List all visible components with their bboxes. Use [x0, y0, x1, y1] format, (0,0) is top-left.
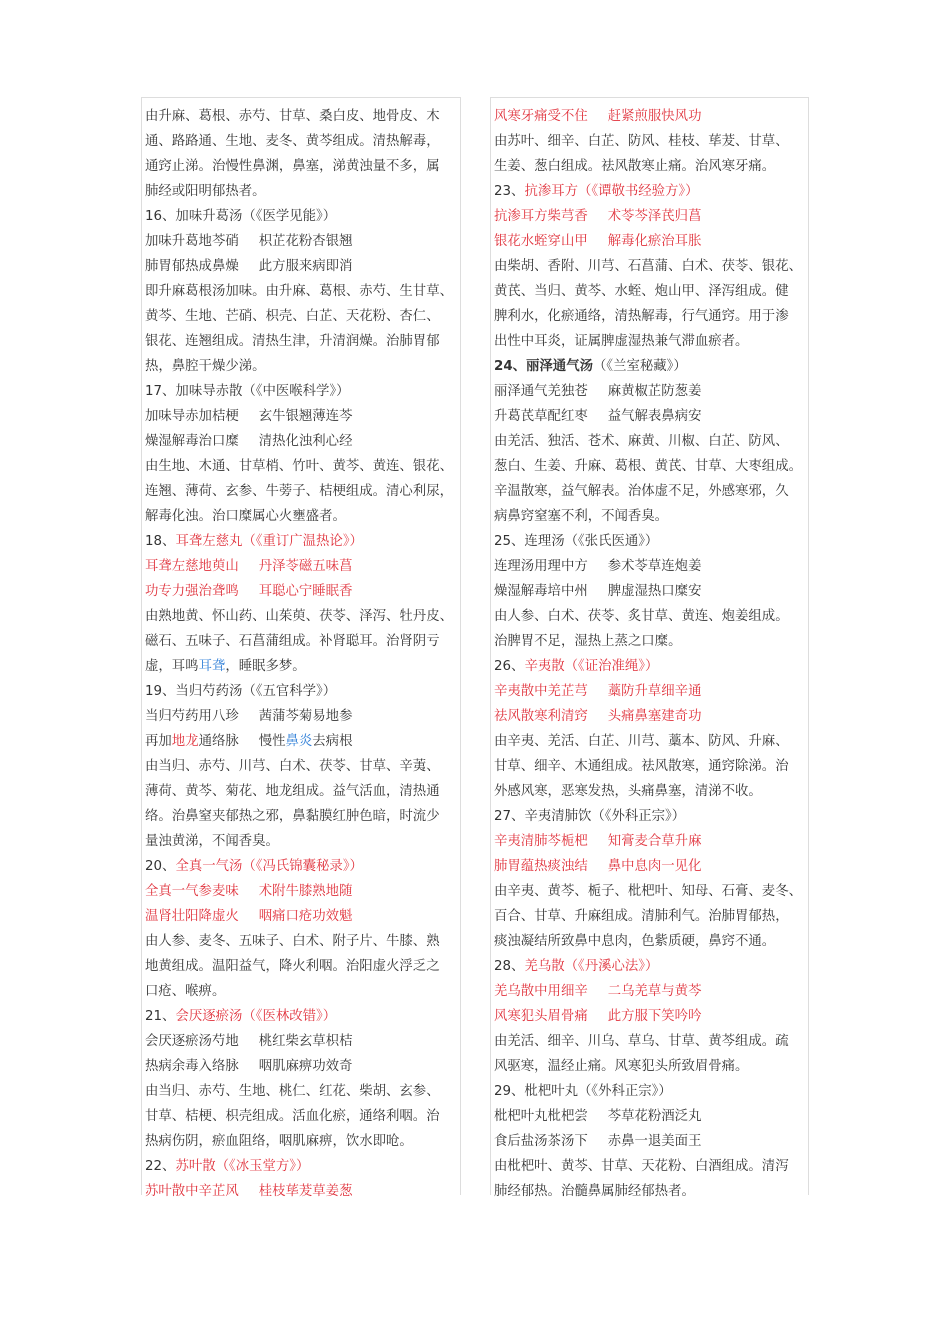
body-text-line: 通窍止涕。治慢性鼻渊，鼻塞，涕黄浊量不多，属 — [145, 159, 440, 174]
verse-second-half: 麻黄椒芷防葱姜 — [607, 384, 702, 399]
verse-first-half: 风寒牙痛受不住 — [494, 109, 588, 124]
formula-name: 苏叶散（《冰玉堂方》） — [175, 1159, 310, 1174]
verse-line — [494, 204, 808, 229]
verse-first-half: 肺胃蕴热痰浊结 — [494, 859, 588, 874]
formula-name: 辛夷散（《证治准绳》） — [524, 659, 659, 674]
verse-line — [494, 979, 808, 1004]
verse-second-half: 枳芷花粉杏银翘 — [258, 234, 353, 249]
text-fragment: 耳聋 — [198, 659, 226, 674]
body-text-line: 甘草、桔梗、枳壳组成。活血化瘀，通络利咽。治 — [145, 1109, 440, 1124]
verse-second-half: 咽痛口疮功效魁 — [258, 909, 353, 924]
verse-line — [494, 1104, 808, 1129]
verse-line — [494, 579, 808, 604]
verse-line — [145, 704, 460, 729]
verse-first-half: 加味升葛地芩硝 — [145, 234, 239, 249]
verse-second-half: 参术苓草连炮姜 — [607, 559, 702, 574]
body-text-line: 由熟地黄、怀山药、山茱萸、茯苓、泽泻、牡丹皮、 — [145, 609, 453, 624]
body-text-line: 百合、甘草、升麻组成。清肺利气。治肺胃郁热， — [494, 909, 789, 924]
verse-line — [494, 104, 808, 129]
formula-number: 21、 — [145, 1009, 176, 1024]
body-text-line: 由当归、赤芍、川芎、白术、茯苓、甘草、辛荑、 — [145, 759, 440, 774]
body-text-line: 出性中耳炎，证属脾虚湿热兼气滞血瘀者。 — [494, 334, 749, 349]
verse-line — [145, 579, 460, 604]
verse-first-half: 燥湿解毒治口糜 — [145, 434, 239, 449]
body-text-line: 生姜、葱白组成。祛风散寒止痛。治风寒牙痛。 — [494, 159, 776, 174]
verse-first-half: 会厌逐瘀汤芍地 — [145, 1034, 239, 1049]
verse-second-half: 此方服下笑吟吟 — [607, 1009, 702, 1024]
body-text-line: 解毒化浊。治口糜属心火壅盛者。 — [145, 509, 346, 524]
verse-second-half: 赤鼻一退美面王 — [607, 1134, 702, 1149]
verse-fragment: 地龙 — [171, 734, 199, 749]
verse-line — [145, 729, 460, 754]
formula-number: 24、 — [494, 359, 527, 374]
verse-first-half: 连理汤用理中方 — [494, 559, 588, 574]
verse-first-half: 燥湿解毒培中州 — [494, 584, 588, 599]
verse-line — [494, 554, 808, 579]
formula-title — [494, 654, 808, 679]
formula-title — [145, 854, 460, 879]
formula-name: 抗渗耳方（《谭敬书经验方》） — [524, 184, 699, 199]
formula-title: 16、加味升葛汤（《医学见能》） — [145, 209, 337, 224]
body-text-line: 黄芩、生地、芒硝、枳壳、白芷、天花粉、杏仁、 — [145, 309, 440, 324]
right-column — [490, 97, 809, 1199]
verse-first-half: 银花水蛭穿山甲 — [494, 234, 588, 249]
body-text-line: 治脾胃不足，湿热上蒸之口糜。 — [494, 634, 682, 649]
verse-line — [145, 254, 460, 279]
verse-second-half: 赶紧煎服快风功 — [607, 109, 702, 124]
body-text-line: 由升麻、葛根、赤芍、甘草、桑白皮、地骨皮、木 — [145, 109, 440, 124]
body-text-line: 通、路路通、生地、麦冬、黄芩组成。清热解毒， — [145, 134, 440, 149]
verse-second-half: 鼻中息肉一见化 — [607, 859, 702, 874]
body-text-line: 由羌活、独活、苍术、麻黄、川椒、白芷、防风、 — [494, 434, 789, 449]
body-text-line: 脾利水，化瘀通络，清热解毒，行气通窍。用于渗 — [494, 309, 789, 324]
left-column-lines — [145, 104, 460, 1204]
verse-line — [145, 554, 460, 579]
body-text-line: 磁石、五味子、石菖蒲组成。补肾聪耳。治肾阴亏 — [145, 634, 440, 649]
verse-second-half: 耳聪心宁睡眠香 — [258, 584, 353, 599]
verse-first-half: 肺胃郁热成鼻燥 — [145, 259, 239, 274]
verse-second-half: 玄牛银翘薄连芩 — [258, 409, 353, 424]
formula-title — [145, 1154, 460, 1179]
formula-name: 耳聋左慈丸（《重订广温热论》） — [175, 534, 363, 549]
formula-title: 25、连理汤（《张氏医通》） — [494, 534, 659, 549]
body-text-line: 病鼻窍窒塞不利，不闻香臭。 — [494, 509, 669, 524]
verse-first-half: 辛夷散中羌芷芎 — [494, 684, 588, 699]
verse-second-half: 头痛鼻塞建奇功 — [607, 709, 702, 724]
formula-title — [494, 954, 808, 979]
verse-fragment: 鼻炎 — [285, 734, 313, 749]
verse-first-half: 加味导赤加桔梗 — [145, 409, 239, 424]
formula-title — [494, 179, 808, 204]
body-text-line: 银花、连翘组成。清热生津，升清润燥。治肺胃郁 — [145, 334, 440, 349]
verse-second-half: 益气解表鼻病安 — [607, 409, 702, 424]
formula-number: 26、 — [494, 659, 525, 674]
body-text-line: 由柴胡、香附、川芎、石菖蒲、白术、茯苓、银花、 — [494, 259, 802, 274]
verse-first-half: 热病余毒入络脉 — [145, 1059, 239, 1074]
formula-title: 27、辛夷清肺饮（《外科正宗》） — [494, 809, 686, 824]
body-text-line: 黄芪、当归、黄芩、水蛭、炮山甲、泽泻组成。健 — [494, 284, 789, 299]
verse-first-half: 当归芍药用八珍 — [145, 709, 239, 724]
formula-title — [494, 354, 808, 379]
verse-line — [145, 1029, 460, 1054]
body-text-line: 口疮、喉痹。 — [145, 984, 226, 999]
verse-line — [494, 679, 808, 704]
verse-second-half: 芩草花粉酒泛丸 — [607, 1109, 702, 1124]
formula-name: 会厌逐瘀汤（《医林改错》） — [175, 1009, 337, 1024]
verse-line — [145, 229, 460, 254]
body-text-line: 地黄组成。温阳益气，降火利咽。治阳虚火浮乏之 — [145, 959, 440, 974]
verse-second-half: 二乌羌草与黄芩 — [607, 984, 702, 999]
right-column-lines — [494, 104, 808, 1204]
verse-second-half: 知膏麦合草升麻 — [607, 834, 702, 849]
body-text-line: 肺经或阳明郁热者。 — [145, 184, 266, 199]
verse-second-half: 清热化浊利心经 — [258, 434, 353, 449]
verse-first-half: 升葛芪草配红枣 — [494, 409, 588, 424]
verse-second-half: 桂枝荜茇草姜葱 — [258, 1184, 353, 1199]
body-text-line: 由辛夷、羌活、白芷、川芎、藁本、防风、升麻、 — [494, 734, 789, 749]
body-text-line: 由羌活、细辛、川乌、草乌、甘草、黄芩组成。疏 — [494, 1034, 789, 1049]
body-text-line: 热，鼻腔干燥少涕。 — [145, 359, 266, 374]
formula-title: 19、当归芍药汤（《五官科学》） — [145, 684, 337, 699]
formula-title — [145, 529, 460, 554]
text-fragment: 虚，耳鸣 — [145, 659, 199, 674]
verse-line — [145, 904, 460, 929]
verse-first-half: 羌乌散中用细辛 — [494, 984, 588, 999]
verse-first-half: 功专力强治聋鸣 — [145, 584, 239, 599]
body-text-line: 辛温散寒，益气解表。治体虚不足，外感寒邪，久 — [494, 484, 789, 499]
verse-first-half: 枇杷叶丸枇杷尝 — [494, 1109, 588, 1124]
verse-first-half: 温肾壮阳降虚火 — [145, 909, 239, 924]
verse-fragment: 去病根 — [312, 734, 353, 749]
body-text-line — [145, 654, 460, 679]
verse-first-half: 耳聋左慈地萸山 — [145, 559, 239, 574]
body-text-line: 风驱寒，温经止痛。风寒犯头所致眉骨痛。 — [494, 1059, 749, 1074]
verse-line — [494, 404, 808, 429]
body-text-line: 量浊黄涕，不闻香臭。 — [145, 834, 279, 849]
verse-line — [145, 879, 460, 904]
body-text-line: 由人参、白术、茯苓、炙甘草、黄连、炮姜组成。 — [494, 609, 789, 624]
text-fragment: ，睡眠多梦。 — [225, 659, 306, 674]
verse-second-half: 桃红柴玄草枳桔 — [258, 1034, 353, 1049]
verse-second-half: 茜蒲芩菊易地参 — [258, 709, 353, 724]
verse-line — [494, 829, 808, 854]
body-text-line: 由苏叶、细辛、白芷、防风、桂枝、荜茇、甘草、 — [494, 134, 789, 149]
formula-name: 全真一气汤（《冯氏锦囊秘录》） — [175, 859, 363, 874]
formula-title: 29、枇杷叶丸（《外科正宗》） — [494, 1084, 672, 1099]
body-text-line: 外感风寒，恶寒发热，头痛鼻塞，清涕不收。 — [494, 784, 762, 799]
verse-fragment: 慢性 — [258, 734, 286, 749]
body-text-line: 热病伤阴，瘀血阻络，咽肌麻痹，饮水即呛。 — [145, 1134, 413, 1149]
verse-line — [494, 1129, 808, 1154]
formula-name: 丽泽通气汤 — [526, 359, 593, 374]
verse-line — [145, 429, 460, 454]
formula-title — [145, 1004, 460, 1029]
verse-first-half: 辛夷清肺芩栀杷 — [494, 834, 588, 849]
verse-line — [494, 1004, 808, 1029]
body-text-line: 连翘、薄荷、玄参、牛蒡子、桔梗组成。清心利尿， — [145, 484, 453, 499]
body-text-line: 由辛夷、黄芩、栀子、枇杷叶、知母、石膏、麦冬、 — [494, 884, 802, 899]
verse-first-half: 全真一气参麦味 — [145, 884, 239, 899]
verse-second-half: 脾虚湿热口糜安 — [607, 584, 702, 599]
body-text-line: 肺经郁热。治髓鼻属肺经郁热者。 — [494, 1184, 695, 1199]
verse-line — [145, 1179, 460, 1204]
formula-number: 20、 — [145, 859, 176, 874]
verse-first-half: 抗渗耳方柴芎香 — [494, 209, 588, 224]
formula-name: 羌乌散（《丹溪心法》） — [524, 959, 659, 974]
body-text-line: 由枇杷叶、黄芩、甘草、天花粉、白酒组成。清泻 — [494, 1159, 789, 1174]
verse-first-half: 苏叶散中辛芷风 — [145, 1184, 239, 1199]
verse-line — [145, 1054, 460, 1079]
body-text-line: 即升麻葛根汤加味。由升麻、葛根、赤芍、生甘草、 — [145, 284, 453, 299]
body-text-line: 由人参、麦冬、五味子、白术、附子片、牛膝、熟 — [145, 934, 440, 949]
formula-number: 23、 — [494, 184, 525, 199]
body-text-line: 葱白、生姜、升麻、葛根、黄芪、甘草、大枣组成。 — [494, 459, 802, 474]
formula-number: 22、 — [145, 1159, 176, 1174]
formula-source: （《兰室秘藏》） — [592, 359, 687, 374]
verse-first-half: 风寒犯头眉骨痛 — [494, 1009, 588, 1024]
left-column — [141, 97, 461, 1199]
body-text-line: 薄荷、黄芩、菊花、地龙组成。益气活血，清热通 — [145, 784, 440, 799]
body-text-line: 痰浊凝结所致鼻中息肉，色紫质硬，鼻窍不通。 — [494, 934, 776, 949]
formula-number: 28、 — [494, 959, 525, 974]
verse-second-half: 藁防升草细辛通 — [607, 684, 702, 699]
body-text-line: 甘草、细辛、木通组成。祛风散寒，通窍除涕。治 — [494, 759, 789, 774]
verse-first-half: 食后盐汤茶汤下 — [494, 1134, 588, 1149]
verse-second-half: 解毒化瘀治耳胀 — [607, 234, 702, 249]
verse-first-half: 丽泽通气羌独苍 — [494, 384, 588, 399]
verse-second-half: 术苓芩泽芪归菖 — [607, 209, 702, 224]
verse-first-half: 祛风散寒利清窍 — [494, 709, 588, 724]
verse-line — [494, 379, 808, 404]
verse-second-half: 此方服来病即消 — [258, 259, 353, 274]
body-text-line: 由生地、木通、甘草梢、竹叶、黄芩、黄连、银花、 — [145, 459, 453, 474]
verse-second-half: 丹泽苓磁五味菖 — [258, 559, 353, 574]
body-text-line: 由当归、赤芍、生地、桃仁、红花、柴胡、玄参、 — [145, 1084, 440, 1099]
verse-second-half: 术附牛膝熟地随 — [258, 884, 353, 899]
verse-second-half: 咽肌麻痹功效奇 — [258, 1059, 353, 1074]
verse-fragment: 再加 — [145, 734, 172, 749]
body-text-line: 络。治鼻窒夹郁热之邪，鼻黏膜红肿色暗，时流少 — [145, 809, 440, 824]
verse-line — [494, 229, 808, 254]
verse-line — [494, 854, 808, 879]
verse-line — [145, 404, 460, 429]
verse-fragment: 通络脉 — [198, 734, 239, 749]
formula-number: 18、 — [145, 534, 176, 549]
formula-title: 17、加味导赤散（《中医喉科学》） — [145, 384, 350, 399]
verse-line — [494, 704, 808, 729]
